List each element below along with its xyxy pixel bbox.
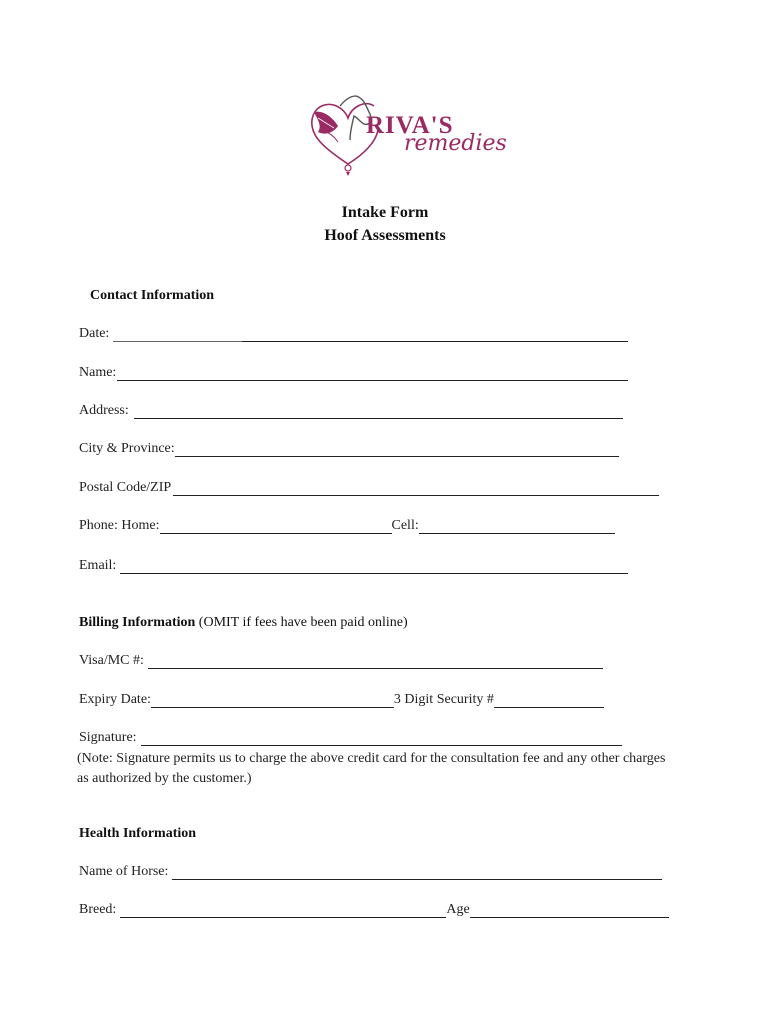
phone-home-label: Phone: Home: xyxy=(79,518,160,533)
cell-field[interactable] xyxy=(419,519,615,534)
date-field-part1[interactable] xyxy=(113,327,242,342)
city-row xyxy=(79,441,619,457)
signature-field[interactable] xyxy=(141,731,622,746)
breed-label: Breed: xyxy=(79,902,117,917)
billing-heading xyxy=(79,615,408,631)
date-label: Date: xyxy=(79,326,110,341)
cell-label: Cell: xyxy=(391,518,419,533)
email-row xyxy=(79,558,628,574)
address-label: Address: xyxy=(79,403,129,418)
signature-note: (Note: Signature permits us to charge the above credit card for the consultation fee and any other charges as authorized by the customer.) xyxy=(77,751,666,786)
address-field[interactable] xyxy=(134,404,623,419)
phone-row xyxy=(79,518,615,534)
email-label: Email: xyxy=(79,558,117,573)
postal-label: Postal Code/ZIP xyxy=(79,480,172,495)
name-row xyxy=(79,365,628,381)
name-field[interactable] xyxy=(117,366,628,381)
contact-heading: Contact Information xyxy=(90,288,215,303)
phone-home-field[interactable] xyxy=(160,519,392,534)
card-label: Visa/MC #: xyxy=(79,653,144,668)
name-label: Name: xyxy=(79,365,117,380)
form-title: Intake Form xyxy=(341,204,429,221)
signature-label: Signature: xyxy=(79,730,137,745)
address-row xyxy=(79,403,623,419)
health-heading: Health Information xyxy=(79,826,197,841)
brand-name: RIVA'S xyxy=(366,112,454,139)
horse-name-field[interactable] xyxy=(172,865,662,880)
security-label: 3 Digit Security # xyxy=(393,692,494,707)
postal-field[interactable] xyxy=(173,481,659,496)
signature-row xyxy=(79,730,622,746)
card-row xyxy=(79,653,603,669)
breed-row xyxy=(79,902,669,918)
security-field[interactable] xyxy=(494,693,604,708)
age-field[interactable] xyxy=(470,903,669,918)
horse-name-label: Name of Horse: xyxy=(79,864,169,879)
age-label: Age xyxy=(446,902,470,917)
date-field[interactable] xyxy=(242,327,628,342)
billing-heading-label: Billing Information xyxy=(79,615,196,630)
city-field[interactable] xyxy=(175,442,619,457)
email-field[interactable] xyxy=(120,559,628,574)
card-number-field[interactable] xyxy=(148,654,603,669)
date-row xyxy=(79,326,628,342)
city-label: City & Province: xyxy=(79,441,175,456)
postal-row xyxy=(79,480,659,496)
expiry-field[interactable] xyxy=(151,693,394,708)
form-subtitle: Hoof Assessments xyxy=(324,227,446,244)
expiry-row xyxy=(79,692,604,708)
expiry-label: Expiry Date: xyxy=(79,692,151,707)
brand-tagline: remedies xyxy=(404,131,507,156)
horse-name-row xyxy=(79,864,662,880)
breed-field[interactable] xyxy=(120,903,446,918)
billing-heading-note: (OMIT if fees have been paid online) xyxy=(198,615,408,630)
